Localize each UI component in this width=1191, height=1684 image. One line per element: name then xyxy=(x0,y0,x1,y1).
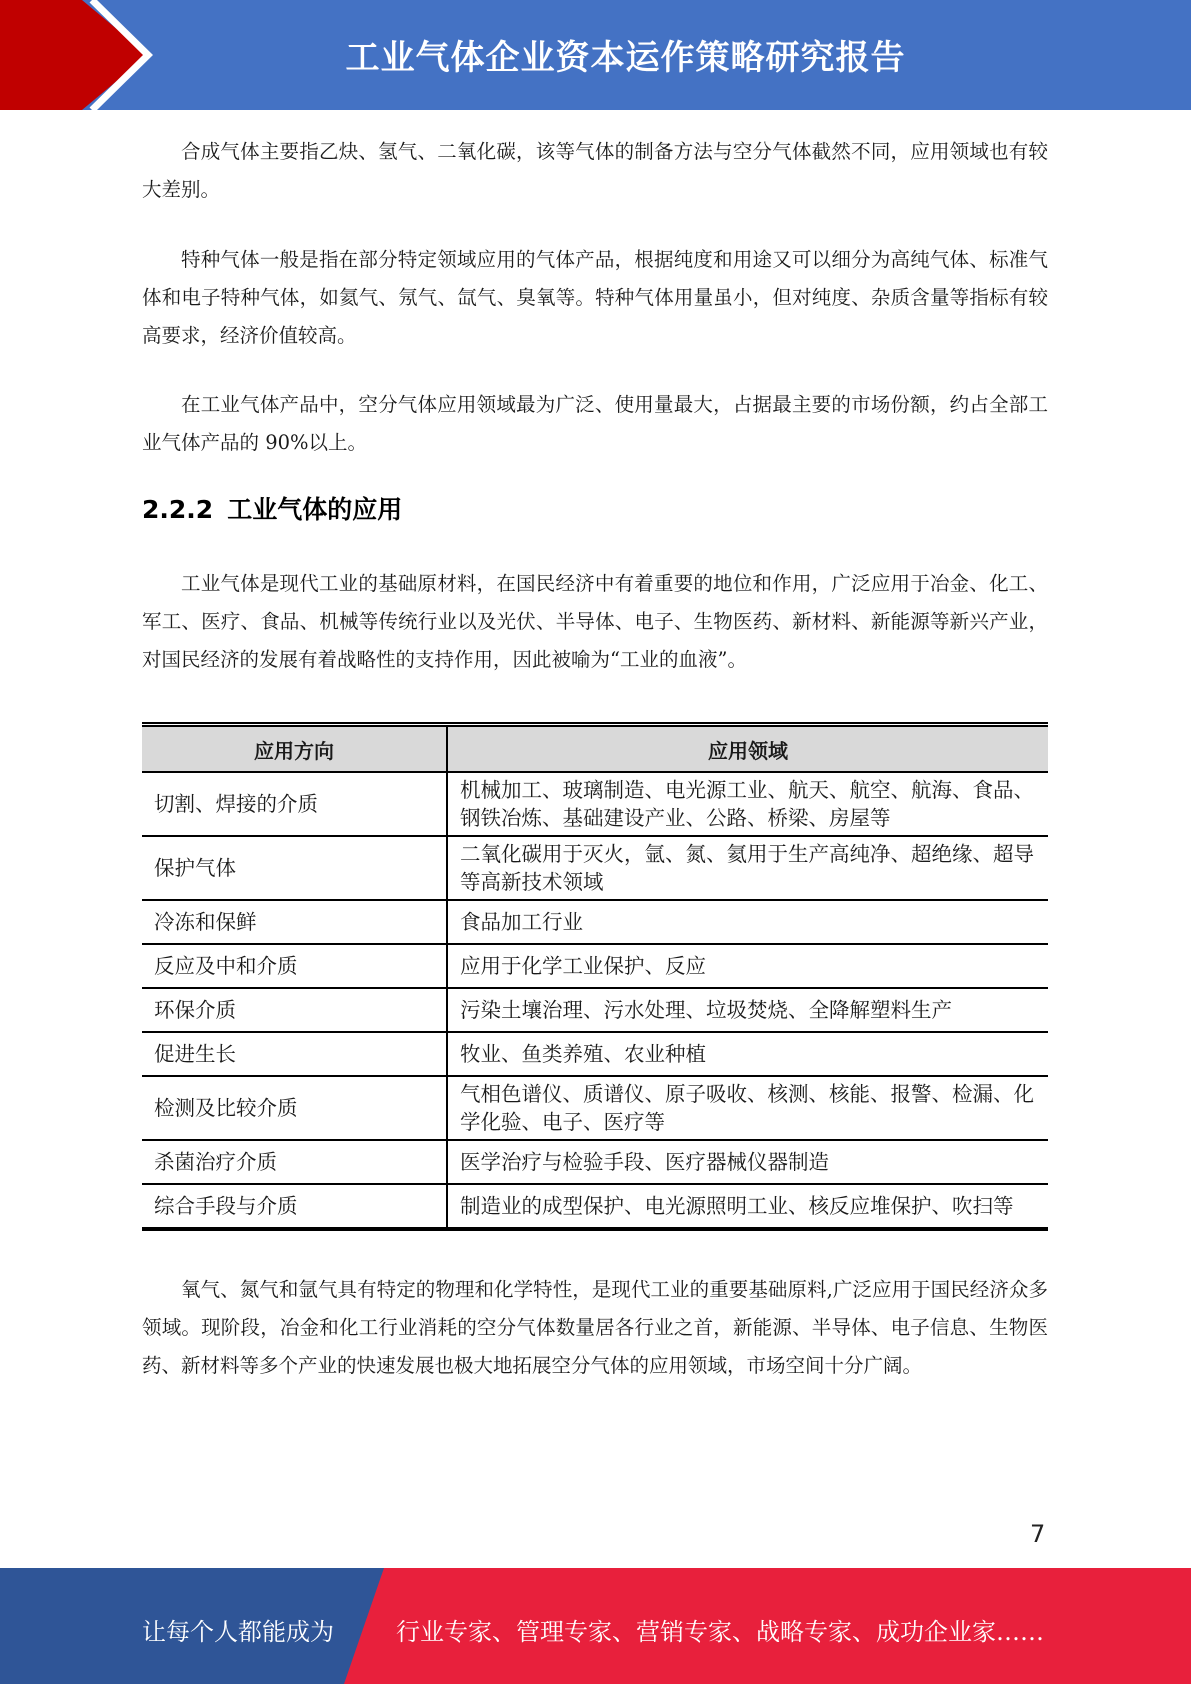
page-number: 7 xyxy=(1030,1520,1046,1548)
paragraph-specialty-gas: 特种气体一般是指在部分特定领域应用的气体产品，根据纯度和用途又可以细分为高纯气体、标准气体和电子特种气体，如氦气、氖气、氙气、臭氧等。特种气体用量虽小，但对纯度、杂质含量等指标有较高要求，经济价值较高。 xyxy=(142,248,1048,347)
report-title: 工业气体企业资本运作策略研究报告 xyxy=(345,38,906,78)
cell-field: 制造业的成型保护、电光源照明工业、核反应堆保护、吹扫等 xyxy=(447,1184,1048,1229)
cell-direction: 保护气体 xyxy=(142,836,447,900)
cell-field: 牧业、鱼类养殖、农业种植 xyxy=(447,1032,1048,1076)
table-row xyxy=(142,944,1048,988)
cell-field: 应用于化学工业保护、反应 xyxy=(447,944,1048,988)
page-footer xyxy=(0,1568,1191,1684)
paragraph-market-share: 在工业气体产品中，空分气体应用领域最为广泛、使用量最大，占据最主要的市场份额，约占全部工业气体产品的 90%以上。 xyxy=(142,393,1048,454)
cell-direction: 切割、焊接的介质 xyxy=(142,772,447,836)
cell-field: 机械加工、玻璃制造、电光源工业、航天、航空、航海、食品、钢铁冶炼、基础建设产业、公路、桥梁、房屋等 xyxy=(447,772,1048,836)
footer-slogan-left: 让每个人都能成为 xyxy=(142,1618,334,1646)
application-table xyxy=(142,722,1048,1231)
cell-direction: 综合手段与介质 xyxy=(142,1184,447,1229)
cell-field: 医学治疗与检验手段、医疗器械仪器制造 xyxy=(447,1140,1048,1184)
header-application-field: 应用领域 xyxy=(447,725,1048,773)
table-row xyxy=(142,900,1048,944)
cell-direction: 反应及中和介质 xyxy=(142,944,447,988)
cell-field: 气相色谱仪、质谱仪、原子吸收、核测、核能、报警、检漏、化学化验、电子、医疗等 xyxy=(447,1076,1048,1140)
cell-direction: 冷冻和保鲜 xyxy=(142,900,447,944)
page-header xyxy=(0,0,1191,110)
paragraph-synthetic-gas: 合成气体主要指乙炔、氢气、二氧化碳，该等气体的制备方法与空分气体截然不同，应用领域也有较大差别。 xyxy=(142,140,1048,201)
paragraph-air-separation-gases: 氧气、氮气和氩气具有特定的物理和化学特性，是现代工业的重要基础原料,广泛应用于国民经济众多领域。现阶段，冶金和化工行业消耗的空分气体数量居各行业之首，新能源、半导体、电子信息、生物医药、新材料等多个产业的快速发展也极大地拓展空分气体的应用领域，市场空间十分广阔。 xyxy=(142,1278,1048,1377)
paragraph-industrial-gas-intro: 工业气体是现代工业的基础原材料，在国民经济中有着重要的地位和作用，广泛应用于冶金、化工、军工、医疗、食品、机械等传统行业以及光伏、半导体、电子、生物医药、新材料、新能源等新兴产业，对国民经济的发展有着战略性的支持作用，因此被喻为“工业的血液”。 xyxy=(142,572,1048,671)
table-row xyxy=(142,988,1048,1032)
cell-direction: 促进生长 xyxy=(142,1032,447,1076)
table-row xyxy=(142,1032,1048,1076)
section-heading xyxy=(142,490,402,526)
cell-direction: 杀菌治疗介质 xyxy=(142,1140,447,1184)
table-header-row xyxy=(142,725,1048,773)
section-title: 工业气体的应用 xyxy=(227,495,403,524)
cell-field: 食品加工行业 xyxy=(447,900,1048,944)
table-row xyxy=(142,1184,1048,1229)
table-row xyxy=(142,836,1048,900)
table-row xyxy=(142,1076,1048,1140)
cell-field: 污染土壤治理、污水处理、垃圾焚烧、全降解塑料生产 xyxy=(447,988,1048,1032)
cell-field: 二氧化碳用于灭火，氩、氮、氦用于生产高纯净、超绝缘、超导等高新技术领域 xyxy=(447,836,1048,900)
cell-direction: 环保介质 xyxy=(142,988,447,1032)
header-application-direction: 应用方向 xyxy=(142,725,447,773)
cell-direction: 检测及比较介质 xyxy=(142,1076,447,1140)
footer-slogan-right: 行业专家、管理专家、营销专家、战略专家、成功企业家…… xyxy=(396,1618,1044,1646)
table-row xyxy=(142,1140,1048,1184)
section-number: 2.2.2 xyxy=(142,495,214,524)
table-row xyxy=(142,772,1048,836)
